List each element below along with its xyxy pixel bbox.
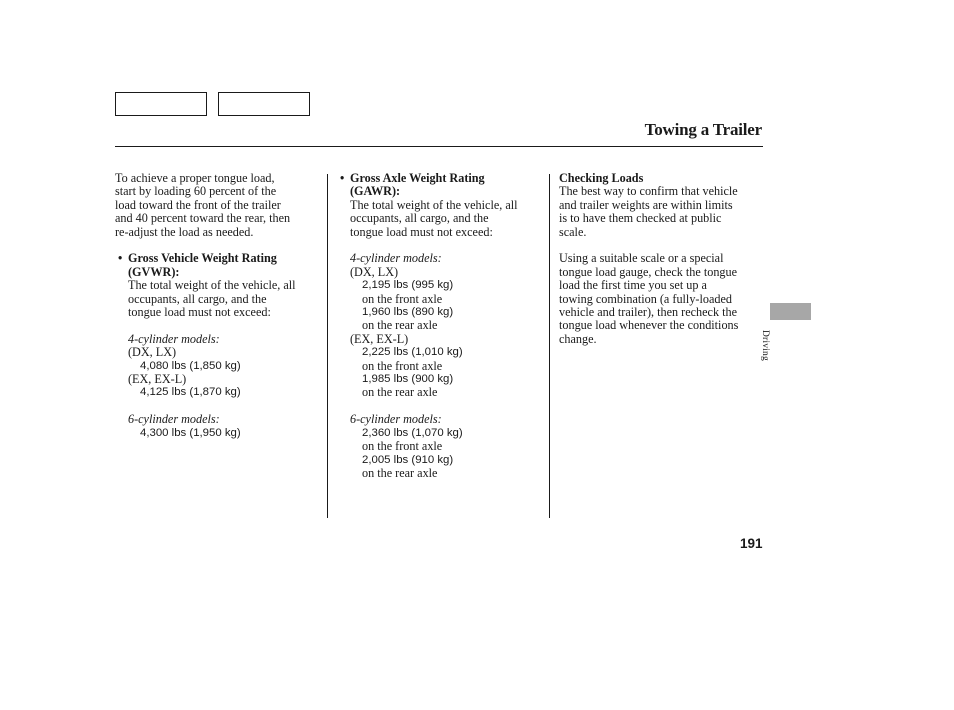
text-line: The total weight of the vehicle, all (350, 197, 518, 212)
intro-paragraph (115, 172, 323, 239)
header-rule (115, 146, 763, 147)
trim-dx-lx: (DX, LX) (128, 345, 177, 360)
gvwr-ex-exl-value: 4,125 lbs (1,870 kg) (140, 386, 241, 399)
text-line: occupants, all cargo, and the (350, 211, 489, 226)
front-axle-label: on the front axle (362, 291, 443, 306)
heading-line: (GAWR): (350, 184, 401, 199)
rear-axle-label: on the rear axle (362, 318, 438, 333)
text-line: scale. (559, 224, 587, 239)
six-cylinder-label: 6-cylinder models: (128, 412, 220, 427)
column-3 (559, 172, 765, 346)
gawr-text (337, 199, 543, 239)
text-line: The best way to confirm that vehicle (559, 184, 738, 199)
text-line: change. (559, 331, 597, 346)
text-line: load the first time you set up a (559, 278, 707, 293)
four-cylinder-label: 4-cylinder models: (128, 331, 220, 346)
text-line: tongue load whenever the conditions (559, 318, 739, 333)
trim-dx-lx: (DX, LX) (350, 264, 399, 279)
front-axle-label: on the front axle (362, 358, 443, 373)
text-line: vehicle and trailer), then recheck the (559, 305, 737, 320)
checking-loads-heading: Checking Loads (559, 171, 644, 185)
heading-line: • Gross Axle Weight Rating (350, 171, 485, 185)
text-line: towing combination (a fully-loaded (559, 291, 732, 306)
trim-ex-exl: (EX, EX-L) (128, 372, 187, 387)
text-line: tongue load must not exceed: (350, 224, 493, 239)
heading-line: (GVWR): (128, 264, 180, 279)
gawr-dx-lx-rear-value: 1,960 lbs (890 kg) (362, 306, 454, 319)
gawr-six-cyl-front-value: 2,360 lbs (1,070 kg) (362, 426, 463, 439)
column-1 (115, 172, 323, 440)
column-divider-2 (549, 174, 550, 518)
text-line: is to have them checked at public (559, 211, 722, 226)
rear-axle-label: on the rear axle (362, 465, 438, 480)
section-tab-label: Driving (760, 330, 770, 361)
text-line: and 40 percent toward the rear, then (115, 211, 291, 226)
four-cylinder-label: 4-cylinder models: (350, 251, 442, 266)
text-line: start by loading 60 percent of the (115, 184, 277, 199)
text-line: occupants, all cargo, and the (128, 291, 267, 306)
nav-box-right[interactable] (218, 92, 310, 116)
text-line: re-adjust the load as needed. (115, 224, 254, 239)
nav-box-left[interactable] (115, 92, 207, 116)
gvwr-six-cyl-value: 4,300 lbs (1,950 kg) (140, 426, 241, 439)
text-line: To achieve a proper tongue load, (115, 171, 275, 185)
gawr-heading (337, 172, 543, 199)
gawr-dx-lx-front-value: 2,195 lbs (995 kg) (362, 279, 454, 292)
rear-axle-label: on the rear axle (362, 385, 438, 400)
text-line: The total weight of the vehicle, all (128, 278, 296, 293)
gawr-ex-exl-front-value: 2,225 lbs (1,010 kg) (362, 346, 463, 359)
gvwr-heading (115, 252, 323, 279)
section-tab[interactable] (770, 303, 811, 320)
text-line: tongue load gauge, check the tongue (559, 264, 738, 279)
checking-loads-paragraph-1 (559, 185, 765, 239)
column-2 (337, 172, 543, 480)
front-axle-label: on the front axle (362, 439, 443, 454)
gvwr-text (115, 279, 323, 319)
text-line: and trailer weights are within limits (559, 197, 733, 212)
heading-line: • Gross Vehicle Weight Rating (128, 251, 277, 266)
text-line: load toward the front of the trailer (115, 197, 281, 212)
gawr-six-cyl-rear-value: 2,005 lbs (910 kg) (362, 453, 454, 466)
text-line: Using a suitable scale or a special (559, 251, 724, 266)
text-line: tongue load must not exceed: (128, 305, 271, 320)
six-cylinder-label: 6-cylinder models: (350, 412, 442, 427)
page-title: Towing a Trailer (644, 120, 762, 139)
page-number: 191 (740, 536, 763, 551)
trim-ex-exl: (EX, EX-L) (350, 331, 409, 346)
checking-loads-paragraph-2 (559, 252, 765, 346)
column-divider-1 (327, 174, 328, 518)
gvwr-dx-lx-value: 4,080 lbs (1,850 kg) (140, 359, 241, 372)
gawr-ex-exl-rear-value: 1,985 lbs (900 kg) (362, 373, 454, 386)
